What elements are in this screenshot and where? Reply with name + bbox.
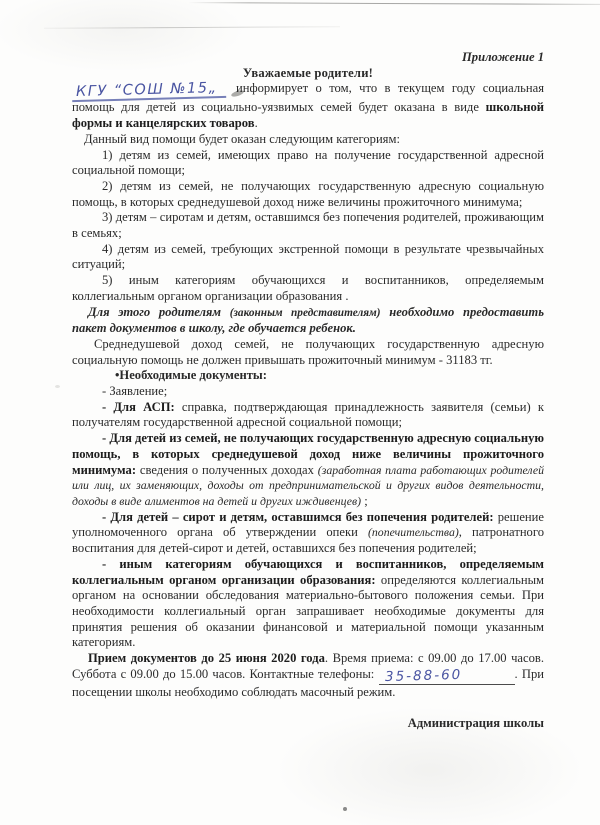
category-item-2: 2) детям из семей, не получающих государственную адресную социальную помощь, в которых среднедушевой доход ниже величины прожиточного минимума; — [72, 178, 544, 209]
intro-text: информирует о том, что в текущем году социальная помощь для детей из социально-уязвимых семей будет оказана в виде — [72, 81, 544, 115]
acceptance-deadline: Прием документов до 25 июня 2020 года — [88, 651, 325, 666]
category-item-1: 1) детям из семей, имеющих право на получение государственной адресной социальной помощи; — [72, 147, 544, 178]
handwritten-phone-number: 35-88-60 — [384, 666, 462, 685]
intro-bold-phrase: школьной формы и канцелярских товаров — [72, 100, 544, 131]
documents-note — [72, 305, 544, 337]
other-categories-text: определяются коллегиальным органом на основании обследования материально-бытового положения семьи. При необходимости коллегиальный орган запрашивает необходимые документы для принятия решения об оказании финансовой и материальной помощи указанным категориям. — [72, 572, 544, 650]
document-item-asp — [72, 400, 544, 431]
low-income-label: - Для детей из семей, не получающих государственную адресную социальную помощь, в которых среднедушевой доход ниже величины прожиточного минимума: — [72, 431, 544, 477]
orphans-tail: , патронатного воспитания для детей-сирот и детей, оставшихся без попечения родителей; — [72, 525, 545, 556]
scan-speck — [343, 807, 347, 811]
low-income-detail-italic: (заработная плата работающих родителей или лиц, их заменяющих, доходы от предпринимательской и других видов деятельности, доходы в виде алиментов на детей и других иждивенцев) — [72, 462, 544, 508]
asp-label: - Для АСП: — [102, 399, 175, 414]
note-tail: необходимо предоставить пакет документов в школу, где обучается ребенок. — [72, 304, 544, 336]
note-parenthetical: (законным представителям) — [229, 306, 381, 319]
scan-speck — [55, 385, 60, 388]
handwritten-school-name: КГУ “СОШ №15„ — [72, 80, 226, 102]
low-income-text: сведения о полученных доходах — [136, 462, 318, 477]
document-item-orphans — [72, 510, 544, 557]
acceptance-paragraph — [72, 651, 544, 701]
low-income-tail: ; — [361, 493, 368, 508]
categories-intro: Данный вид помощи будет оказан следующим категориям: — [84, 131, 400, 146]
document-item-other-categories — [72, 557, 544, 651]
other-categories-label: - иным категориям обучающихся и воспитанников, определяемым коллегиальным органом организации образования: — [72, 556, 544, 587]
category-item-3: 3) детям – сиротам и детям, оставшимся без попечения родителей, проживающим в семьях; — [72, 210, 544, 241]
acceptance-text: . Время приема: с 09.00 до 17.00 часов. Суббота с 09.00 до 15.00 часов. Контактные телефоны: — [72, 651, 545, 681]
orphans-label: - Для детей – сирот и детям, оставшимся без попечения родителей: — [102, 509, 494, 524]
phone-underline — [379, 666, 515, 686]
orphans-text: решение уполномоченного органа об утверждении опеки — [72, 509, 544, 540]
asp-text: справка, подтверждающая принадлежность заявителя (семьи) к получателям государственной адресной социальной помощи; — [72, 399, 544, 430]
intro-paragraph — [72, 81, 544, 131]
scan-edge-line — [44, 26, 340, 29]
document-item-application: - Заявление; — [102, 384, 168, 399]
category-item-5: 5) иным категориям обучающихся и воспитанников, определяемым коллегиальным органом организации образования . — [72, 273, 544, 303]
appendix-label: Приложение 1 — [462, 50, 544, 64]
income-threshold-note: Среднедушевой доход семей, не получающих государственную адресную социальную помощь не должен привышать прожиточный минимум - 31183 тг. — [72, 336, 544, 367]
required-documents-header: •Необходимые документы: — [115, 368, 267, 383]
orphans-parenthetical: (попечительства) — [367, 525, 459, 540]
letter-body — [72, 50, 544, 732]
acceptance-tail: . При посещении школы необходимо соблюдать масочный режим. — [72, 666, 544, 700]
scan-edge-line — [188, 2, 600, 5]
document-item-low-income — [72, 431, 544, 510]
signature-line: Администрация школы — [407, 716, 544, 731]
note-lead: Для этого родителям — [88, 304, 230, 319]
category-item-4: 4) детям из семей, требующих экстренной помощи в результате чрезвычайных ситуаций; — [72, 241, 544, 272]
page-title: Уважаемые родители! — [242, 65, 374, 80]
intro-period: . — [254, 116, 258, 131]
